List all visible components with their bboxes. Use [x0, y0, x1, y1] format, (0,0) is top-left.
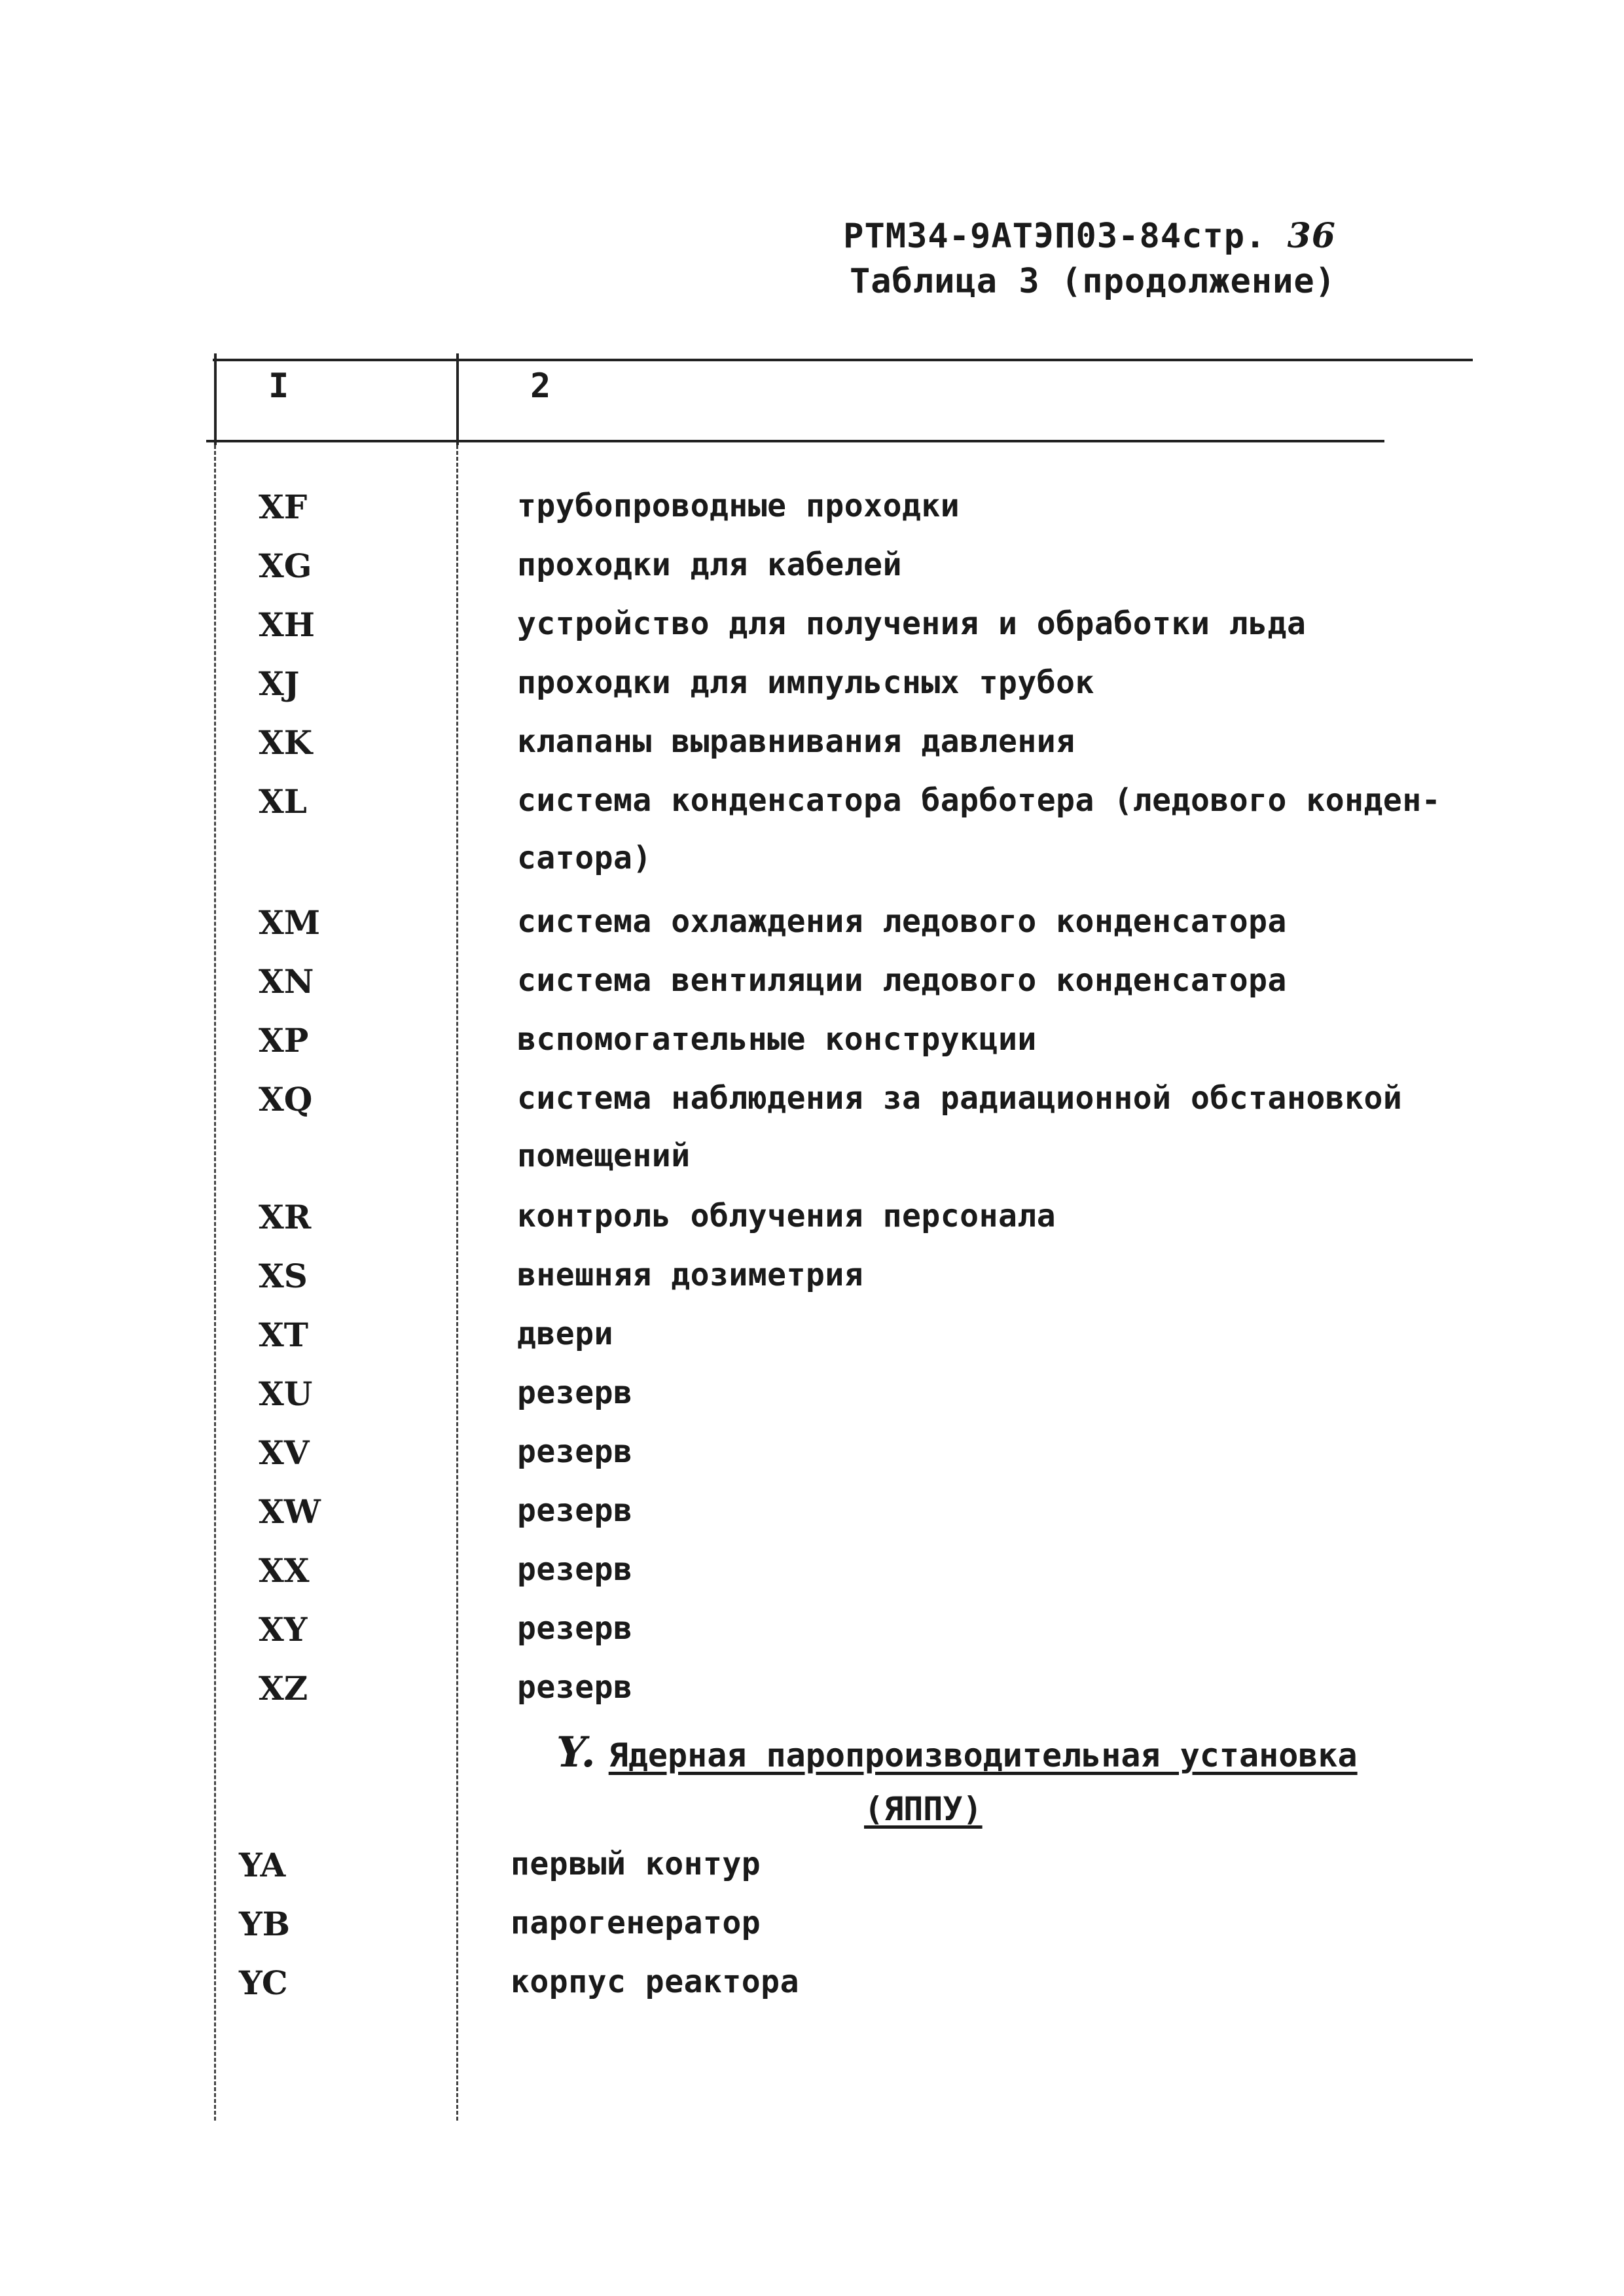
row-description-continued: помещений: [517, 1138, 691, 1174]
column-header-2: 2: [530, 367, 551, 406]
row-description: устройство для получения и обработки льда: [517, 605, 1307, 642]
doc-code-text: РТМ34-9АТЭП03-84: [843, 217, 1182, 256]
row-code: XQ: [259, 1080, 313, 1119]
column-separator: [456, 353, 459, 445]
page-number: 36: [1287, 216, 1336, 256]
page-prefix: стр.: [1182, 217, 1267, 256]
row-code: XY: [259, 1610, 308, 1649]
row-description: система охлаждения ледового конденсатора: [517, 903, 1287, 940]
row-description: контроль облучения персонала: [517, 1198, 1056, 1234]
row-description: система вентиляции ледового конденсатора: [517, 962, 1287, 999]
row-code: XS: [259, 1257, 308, 1295]
row-code: XM: [259, 903, 321, 942]
row-description: вспомогательные конструкции: [517, 1021, 1037, 1058]
section-number: Y.: [556, 1728, 596, 1777]
row-description: клапаны выравнивания давления: [517, 723, 1075, 760]
row-description: резерв: [517, 1610, 633, 1647]
column-header-1: I: [268, 367, 289, 406]
row-code: XG: [259, 547, 312, 585]
row-code: XT: [259, 1316, 309, 1354]
row-description: резерв: [517, 1374, 633, 1411]
document-code: [843, 216, 1336, 256]
row-description: резерв: [517, 1551, 633, 1588]
row-description: резерв: [517, 1433, 633, 1470]
row-description: корпус реактора: [511, 1964, 799, 2000]
row-description: парогенератор: [511, 1905, 761, 1941]
section-header: [556, 1728, 1358, 1777]
row-code: XF: [259, 488, 308, 526]
row-description: резерв: [517, 1669, 633, 1706]
row-description: система конденсатора барботера (ледового конден-: [517, 782, 1441, 819]
table-caption: Таблица 3 (продолжение): [849, 262, 1336, 301]
row-code: YC: [239, 1964, 288, 2002]
left-border: [214, 353, 217, 445]
column-separator-dashed: [456, 445, 458, 2121]
row-code: XK: [259, 723, 313, 762]
row-description: двери: [517, 1316, 613, 1352]
row-description: внешняя дозиметрия: [517, 1257, 864, 1293]
row-code: YB: [239, 1905, 290, 1943]
row-code: XU: [259, 1374, 313, 1413]
row-code: XL: [259, 782, 307, 821]
row-code: XR: [259, 1198, 312, 1236]
row-code: XV: [259, 1433, 310, 1472]
row-description: система наблюдения за радиационной обстановкой: [517, 1080, 1403, 1117]
table-header-bottom-rule: [206, 440, 1384, 442]
table-top-rule: [213, 359, 1473, 361]
row-code: XZ: [259, 1669, 308, 1708]
row-description: проходки для импульсных трубок: [517, 664, 1094, 701]
row-code: YA: [239, 1846, 286, 1884]
row-code: XX: [259, 1551, 310, 1590]
row-code: XN: [259, 962, 314, 1001]
row-description-continued: сатора): [517, 840, 652, 876]
row-code: XP: [259, 1021, 309, 1060]
row-description: трубопроводные проходки: [517, 488, 960, 524]
row-code: XJ: [259, 664, 300, 703]
row-description: резерв: [517, 1492, 633, 1529]
row-description: первый контур: [511, 1846, 761, 1882]
row-code: XH: [259, 605, 316, 644]
left-border-dashed: [214, 445, 216, 2121]
section-abbreviation: (ЯППУ): [864, 1790, 983, 1828]
section-title: Ядерная паропроизводительная установка: [608, 1736, 1358, 1774]
row-description: проходки для кабелей: [517, 547, 902, 583]
row-code: XW: [259, 1492, 321, 1531]
